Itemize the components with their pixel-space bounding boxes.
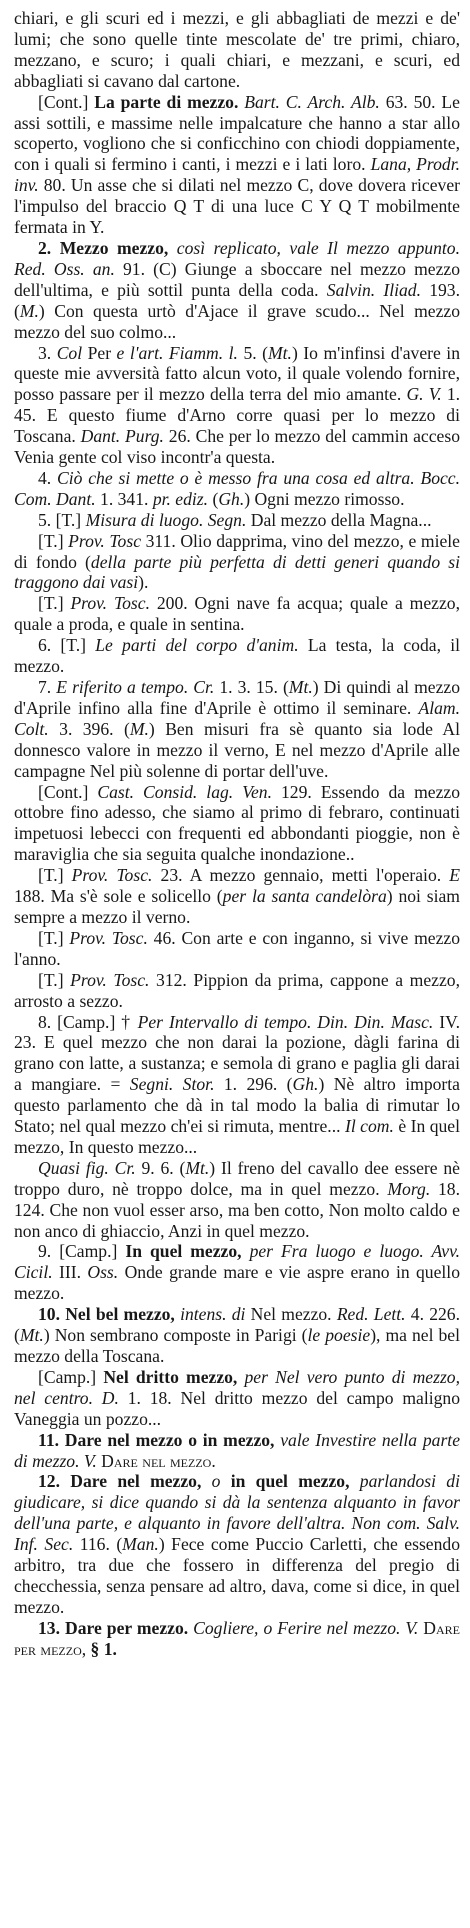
text-run: 193. ( [14,279,461,321]
dictionary-paragraph [14,970,460,1012]
text-run: Le parti del corpo d'anim. [95,635,299,656]
dictionary-paragraph [14,1304,460,1367]
text-run: Dare per mezzo [14,1617,460,1659]
text-run: In quel mezzo, [125,1241,242,1262]
dictionary-paragraph [14,1012,460,1158]
text-run: [T.] [38,969,71,990]
text-run: 5. ( [237,342,268,363]
text-run: Dare nel mezzo. [101,1450,216,1471]
text-run [168,238,177,258]
text-run: 1. 18. Nel dritto mezzo del campo maligno Vaneggia un pozzo... [14,1387,460,1429]
text-run: o [211,1471,221,1492]
text-run: III. [52,1262,88,1283]
text-run: [T.] [38,865,72,886]
text-run: Misura di luogo. Segn. [85,509,247,530]
text-run: [Cont.] [38,781,98,802]
text-run: 2. Mezzo mezzo, [38,237,169,258]
text-run: 6. [T.] [38,635,96,656]
text-run: 200. Ogni nave fa acqua; quale a mezzo, quale a proda, e quale in sentina. [14,593,460,635]
text-run: ) Io m'infinsi d'avere in queste mie avversità fatto alcun voto, il quale volendo fornire, posso passare per il mezzo della terra del mio amante. [14,342,460,405]
dictionary-paragraph [14,865,460,928]
text-run: per Fra luogo e luogo. Avv. Cicil. [14,1241,460,1283]
text-run: M. [129,718,149,739]
text-run: 4. 226. ( [14,1304,460,1346]
text-run: [T.] [38,927,70,948]
dictionary-paragraph [14,635,460,677]
text-run: Bart. C. Arch. Alb. [244,91,380,112]
text-run: Nel mezzo. [245,1304,337,1325]
text-run: ) Non sembrano composte in Parigi ( [43,1325,308,1346]
text-run: 116. ( [73,1534,123,1555]
text-run [237,1367,244,1387]
dictionary-paragraph [14,92,460,238]
text-run: 129. Essendo da mezzo ottobre fino adesso, che siamo al primo di febraro, continuati impetuosi lebecci con frequenti ed abbondanti pioggie, non è maraviglia che sia seguita qualche inondazione.. [14,781,460,865]
dictionary-paragraph [14,782,460,866]
text-run: Red. Lett. [336,1304,406,1325]
text-run: Per [82,342,117,363]
text-run: ), ma nel bel mezzo della Toscana. [14,1325,460,1366]
text-run: Dal mezzo della Magna... [246,509,432,530]
text-run: 26. Che per lo mezzo del cammin acceso Venia gente col viso incontr'a questa. [14,426,460,468]
text-run [220,1471,230,1491]
dictionary-paragraph [14,1158,460,1242]
text-run: 312. Pippion da prima, cappone a mezzo, arrosto a sezzo. [14,969,460,1011]
text-run: 311. Olio dapprima, vino del mezzo, e miele di fondo ( [14,530,460,572]
text-run: E [449,865,460,886]
text-run: per Nel vero punto di mezzo, nel centro. D. [14,1366,460,1408]
text-run: Cast. Consid. lag. Ven. [97,781,272,802]
text-run: 9. [Camp.] [38,1241,126,1262]
dictionary-paragraph [14,468,460,510]
text-run: Prov. Tosc. [69,927,148,948]
dictionary-paragraph [14,343,460,468]
text-run: § 1. [90,1638,117,1659]
dictionary-paragraph [14,1367,460,1430]
text-run: Salvin. Iliad. [326,279,421,300]
text-run: Dant. Purg. [80,426,164,447]
dictionary-paragraph [14,1471,460,1617]
text-run: 8. [Camp.] † [38,1011,138,1032]
text-run: parlandosi di giudicare, si dice quando si dà la sentenza alquanto in favor dell'una parte, e alquanto in favore dell'altra. Non com. Salv. Inf. Sec. [14,1471,460,1555]
text-run: Per Intervallo di tempo. Din. Din. Masc. [137,1011,434,1032]
dictionary-paragraph [14,1618,460,1660]
text-run: IV. 23. E quel mezzo che non darai la pozione, dàgli farina di grano con latte, a sustanza; e semola di grano e paglia gli darai a mangiare. = [14,1011,460,1095]
text-run: chiari, e gli scuri ed i mezzi, e gli abbagliati de mezzi e de' lumi; che sono quelle tinte mescolate de' tre primi, chiaro, mezzano, e scuro; i quali chiari, e mezzani, e scuri, ed abbagliati si cavano dal cartone. [14,8,460,91]
text-run: La parte di mezzo. [94,91,239,112]
text-run: ) Ben misuri fra sè quanto sia lode Al donnesco valore in mezzo il verno, E nel mezzo d'Aprile alle campagne Nel più solenne di portar dell'uve. [14,718,460,781]
text-run: vale Investire nella parte di mezzo. V. [14,1429,460,1471]
text-run: Quasi fig. Cr. [38,1157,136,1178]
text-run: 3. [38,342,57,363]
text-run: 1. 3. 15. ( [214,677,289,697]
text-run [242,1241,250,1261]
dictionary-paragraph [14,238,460,343]
text-run: 91. (C) Giunge a sboccare nel mezzo mezzo dell'ultima, e più sottil punta della coda. [14,258,460,300]
text-run: Ciò che si mette o è messo fra una cosa ed altra. Bocc. Com. Dant. [14,467,461,509]
text-run: ) Nè altro importa questo parlamento che dà in tal modo la balia di rimutar lo Stato; nel qual mezzo ch'ei si rimuta, mentre... [14,1074,460,1137]
text-run: 1. 45. E questo fiume d'Arno corre quasi per lo mezzo di Toscana. [14,384,461,447]
text-run: 12. Dare nel mezzo, [38,1471,202,1492]
text-run: 46. Con arte e con inganno, si vive mezzo l'anno. [14,927,460,969]
text-run: intens. di [180,1304,246,1325]
text-run: 13. Dare per mezzo. [38,1617,189,1638]
text-run: E riferito a tempo. Cr. [56,677,215,697]
text-run: Cogliere, o Ferire nel mezzo. V. [193,1617,419,1638]
text-run: pr. ediz. [152,488,209,509]
text-run: Morg. [387,1178,431,1199]
text-run: Gh. [292,1074,319,1095]
text-run: [T.] [38,530,69,551]
text-run: [T.] [38,593,71,614]
text-run: ) Con questa urtò d'Ajace il grave scudo... Nel mezzo mezzo del suo colmo... [14,300,460,342]
text-run: Prov. Tosc. [70,593,150,614]
text-run: le poesie [307,1325,371,1346]
dictionary-paragraph [14,1241,460,1304]
text-run: per la santa candelòra [222,886,387,907]
text-run: Nel dritto mezzo, [103,1366,238,1387]
text-run: 5. [T.] [38,509,86,530]
text-run: Man. [122,1534,159,1555]
text-run: in quel mezzo, [230,1471,350,1492]
text-run: Mt. [288,677,313,697]
text-run: e l'art. Fiamm. l. [116,342,238,363]
text-run: Mt. [185,1157,210,1178]
text-run: ). [138,572,149,593]
dictionary-paragraph [14,593,460,635]
text-run: Oss. [87,1262,119,1283]
text-run: Alam. Colt. [14,697,460,739]
text-run: ) Ogni mezzo rimosso. [244,488,405,509]
dictionary-paragraph [14,8,460,92]
text-run: 11. Dare nel mezzo o in mezzo, [38,1429,275,1450]
text-run: ( [208,488,219,509]
text-run: ) Di quindi al mezzo d'Aprile infino alla fine d'Aprile è ottimo il seminare. [14,677,461,718]
text-run: Col [56,342,83,363]
text-run: ) noi siam sempre a mezzo il verno. [14,886,460,927]
text-run: 1. 296. ( [214,1074,293,1095]
text-run: 10. Nel bel mezzo, [38,1304,175,1325]
text-run: così replicato, vale Il mezzo appunto. Red. Oss. an. [14,237,460,279]
dictionary-paragraph [14,510,460,531]
text-run: della parte più perfetta di detti generi quando si traggono dai vasi [14,551,460,593]
text-run: ) Il freno del cavallo dee essere nè troppo duro, nè troppo dolce, ma in quel mezzo. [14,1157,460,1199]
text-run: 23. A mezzo gennaio, metti l'operaio. [152,865,450,886]
text-run: 18. 124. Che non vuol esser arso, ma ben cotto, Non molto caldo e non anco di ghiaccio, Anzi in quel mezzo. [14,1178,461,1241]
text-run: Mt. [19,1325,44,1346]
text-run: G. V. [406,384,442,405]
text-run: 3. 396. ( [48,718,130,739]
text-run: 1. 341. [95,488,153,509]
text-run: [Camp.] [38,1366,104,1387]
text-run: Mt. [268,342,292,363]
text-run [350,1471,360,1491]
dictionary-paragraph [14,677,460,782]
dictionary-paragraph [14,928,460,970]
text-run: Onde grande mare e vie aspre erano in quello mezzo. [14,1262,460,1304]
text-run [201,1471,211,1491]
text-run: ) Fece come Puccio Carletti, che essendo arbitro, tra due che fossero in differenza del pregio di checchessia, senza pensare ad altro, dava, come si dice, in quel mezzo. [14,1534,460,1617]
text-run: Segni. Stor. [129,1074,215,1095]
text-run: M. [19,300,39,321]
text-run: 7. [38,677,57,697]
text-run: Prov. Tosc. [70,969,150,990]
dictionary-paragraph [14,1430,460,1472]
text-run: 63. 50. Le assi sottili, e massime nelle impalcature che hanno a star allo scoperto, vogliono che si conficchino con chiodi doppiamente, con i quali si fermino i canti, i mezzi e i lati loro. [14,91,460,175]
text-run: [Cont.] [38,91,95,112]
text-run: 9. 6. ( [135,1157,186,1178]
text-run: Prov. Tosc [68,530,142,551]
text-run: La testa, la coda, il mezzo. [14,635,460,677]
text-run: è In quel mezzo, In questo mezzo... [14,1116,461,1157]
text-run: Lana, Prodr. inv. [14,154,460,196]
text-run: , [81,1638,91,1659]
text-run: 4. [38,467,58,488]
dictionary-paragraph [14,531,460,594]
text-run: Il com. [344,1116,394,1137]
text-run: 80. Un asse che si dilati nel mezzo C, dove dovera ricever l'impulso del braccio Q T di una luce C Y Q T mobilmente fermata in Y. [14,175,460,238]
text-run: 188. Ma s'è sole e solicello ( [14,886,223,907]
text-run: Prov. Tosc. [71,865,153,886]
text-run: Gh. [218,488,245,509]
